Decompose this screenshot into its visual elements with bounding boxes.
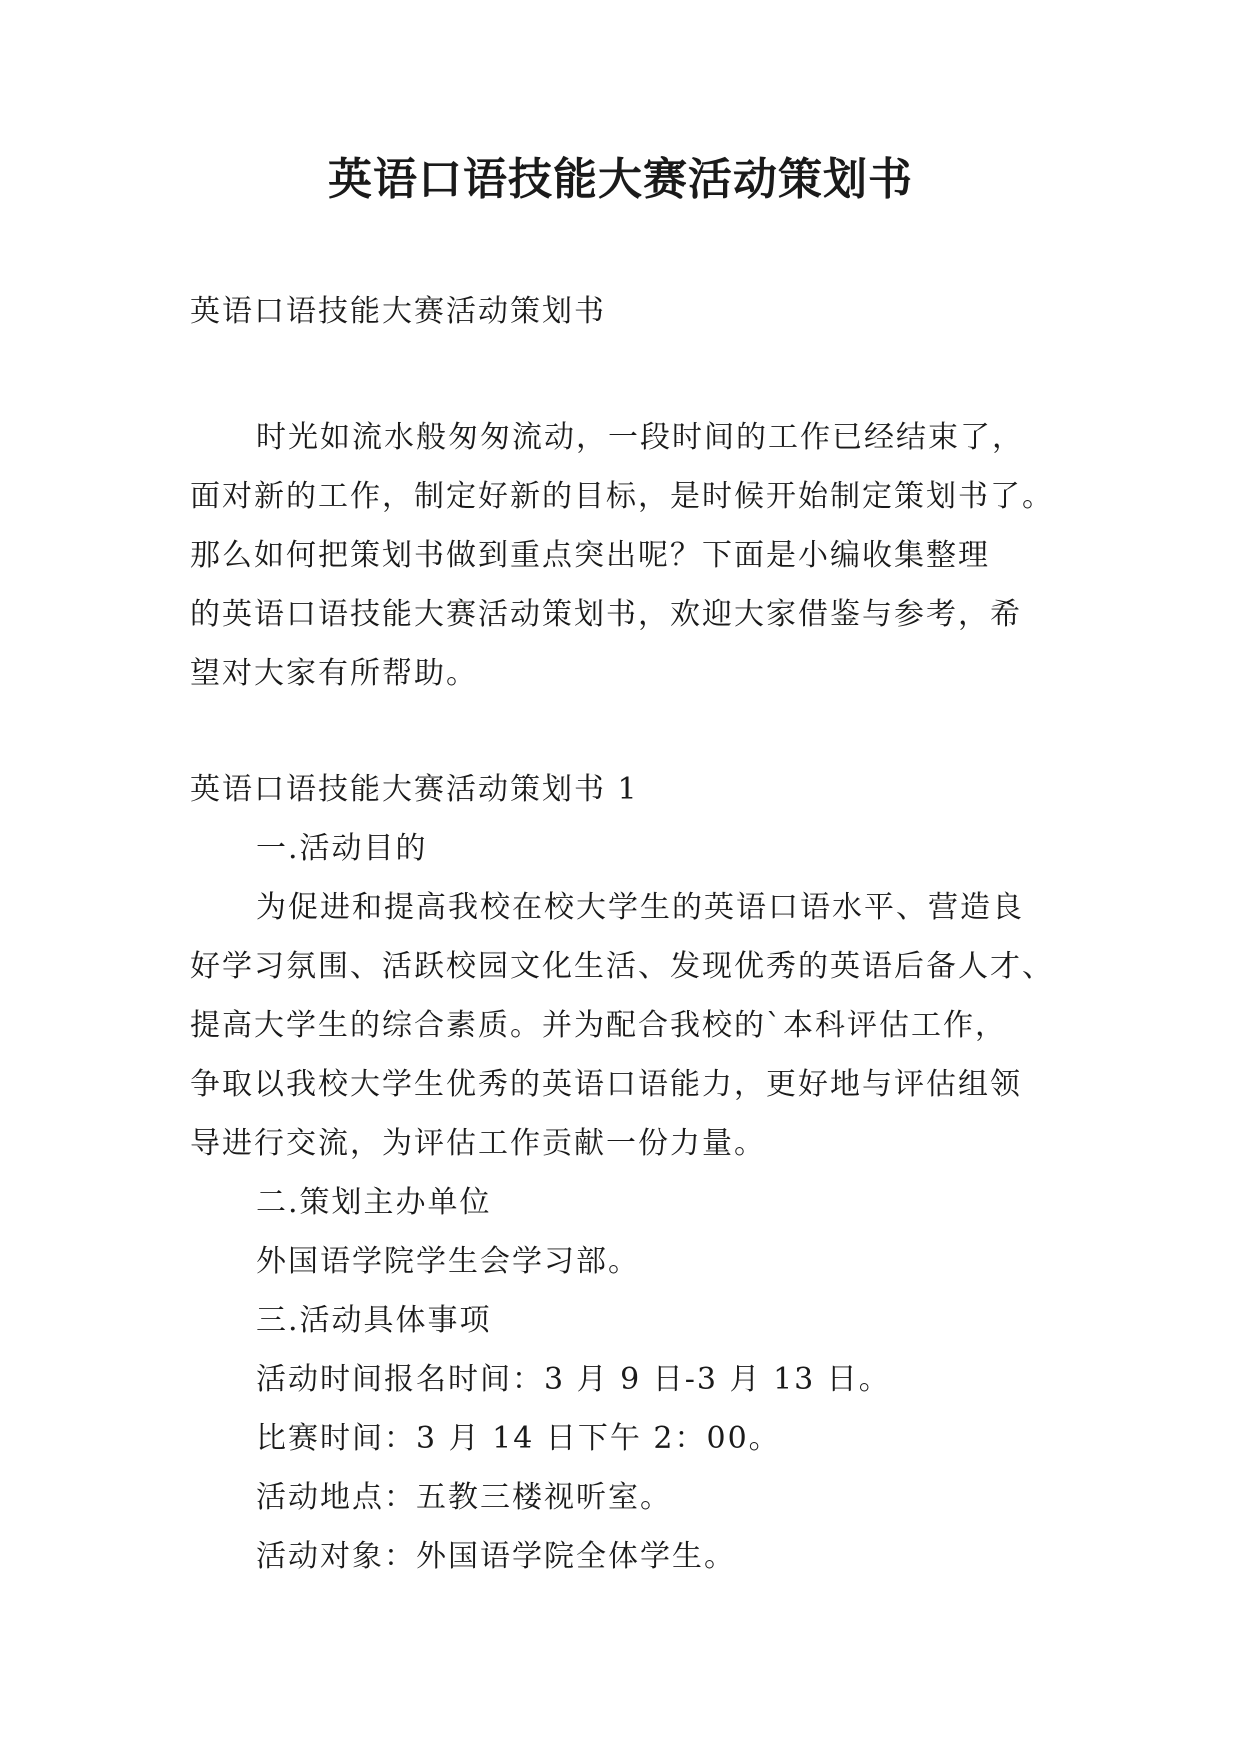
section3-item: 活动对象：外国语学院全体学生。 — [256, 1539, 736, 1574]
intro-line: 那么如何把策划书做到重点突出呢？下面是小编收集整理 — [190, 538, 990, 573]
section1-line: 导进行交流，为评估工作贡献一份力量。 — [190, 1126, 766, 1161]
intro-paragraph — [190, 408, 1070, 703]
section1-heading: 一.活动目的 — [256, 831, 428, 866]
intro-line: 面对新的工作，制定好新的目标，是时候开始制定策划书了。 — [190, 479, 1054, 514]
section1-line: 为促进和提高我校在校大学生的英语口语水平、营造良 — [256, 890, 1024, 925]
section3-item: 比赛时间：3 月 14 日下午 2：00。 — [256, 1421, 781, 1456]
section3-item: 活动地点：五教三楼视听室。 — [256, 1480, 672, 1515]
section2-text: 外国语学院学生会学习部。 — [256, 1244, 640, 1279]
section3-heading: 三.活动具体事项 — [256, 1303, 492, 1338]
section1-line: 争取以我校大学生优秀的英语口语能力，更好地与评估组领 — [190, 1067, 1022, 1102]
intro-line: 望对大家有所帮助。 — [190, 656, 478, 691]
intro-line: 的英语口语技能大赛活动策划书，欢迎大家借鉴与参考，希 — [190, 597, 1022, 632]
plan-section — [190, 760, 1070, 1586]
section1-line: 提高大学生的综合素质。并为配合我校的`本科评估工作， — [190, 1008, 1007, 1043]
section3-item: 活动时间报名时间：3 月 9 日-3 月 13 日。 — [256, 1362, 891, 1397]
intro-line: 时光如流水般匆匆流动，一段时间的工作已经结束了， — [256, 420, 1024, 455]
section-heading: 英语口语技能大赛活动策划书 1 — [190, 772, 639, 807]
page-title: 英语口语技能大赛活动策划书 — [328, 154, 913, 205]
section2-heading: 二.策划主办单位 — [256, 1185, 492, 1220]
section1-line: 好学习氛围、活跃校园文化生活、发现优秀的英语后备人才、 — [190, 949, 1054, 984]
document-subtitle: 英语口语技能大赛活动策划书 — [190, 294, 606, 329]
